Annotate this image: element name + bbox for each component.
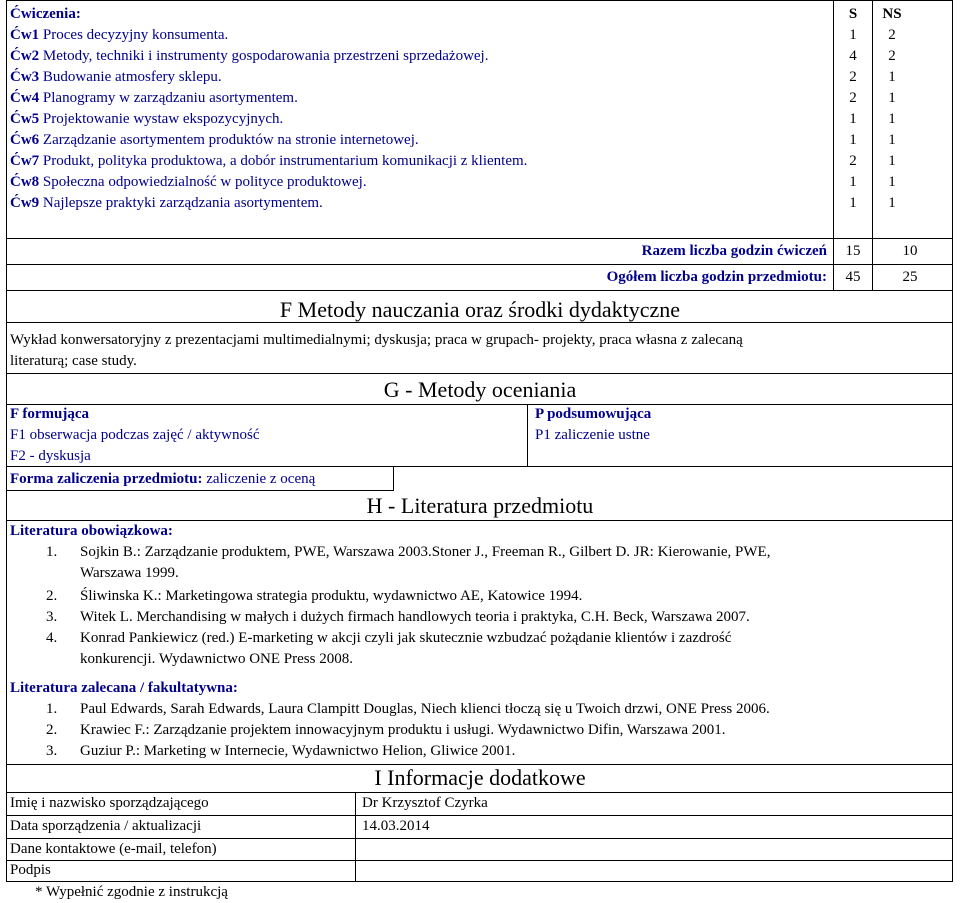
total-exercise-s: 15 [845,243,861,259]
exercise-item [10,172,367,193]
literature-author: Krawiec F. [80,722,146,738]
total-exercise-label: Razem liczba godzin ćwiczeń [641,243,827,259]
total-overall-ns: 25 [902,269,918,285]
literature-title: : Zarządzanie produktem, PWE, Warszawa 2003.Stoner J., Freeman R., Gilbert D. JR: Kierowanie, PWE, [136,544,771,560]
literature-title: E-marketing w akcji czyli jak skutecznie wzbudzać pożądanie klientów i zazdrość [234,630,732,646]
col-header-ns: NS [882,6,902,22]
exercise-hours-ns: 1 [888,111,896,127]
literature-item [80,586,582,607]
literature-title: : Zarządzanie projektem innowacyjnym produktu i usługi. Wydawnictwo Difin, Warszawa 2001. [145,722,726,738]
section-i-header: I Informacje dodatkowe [374,765,586,790]
literature-number: 1. [46,701,58,717]
exercise-text: Proces decyzyjny konsumenta. [39,27,229,43]
literature-author: Witek L. [80,609,133,625]
section-f-line1: Wykład konwersatoryjny z prezentacjami multimedialnymi; dyskusja; praca w grupach- projekty, praca własna z zalecaną [10,332,743,348]
divider-section-h [6,490,394,491]
literature-number: 1. [46,544,58,560]
g-p1: P1 zaliczenie ustne [535,427,650,443]
divider-totals [6,264,953,265]
total-overall-label: Ogółem liczba godzin przedmiotu: [606,269,827,285]
exercise-hours-s: 1 [849,132,857,148]
exercise-hours-s: 1 [849,195,857,211]
recommended-literature-title: Literatura zalecana / fakultatywna: [10,680,238,696]
info-value: 14.03.2014 [362,818,430,834]
g-f1: F1 obserwacja podczas zajęć / aktywność [10,427,260,443]
divider-exercises [6,238,953,239]
exercise-text: Metody, techniki i instrumenty gospodarowania przestrzeni sprzedażowej. [39,48,489,64]
literature-item [80,607,750,628]
exercise-item [10,88,298,109]
literature-title: Merchandising w małych i dużych firmach handlowych teoria i praktyka, C.H. Beck, Warszawa 2007. [132,609,750,625]
total-exercise-ns: 10 [902,243,918,259]
exercise-code: Ćw5 [10,111,40,127]
literature-item [80,741,515,762]
border-top [6,0,953,1]
divider-fp [527,404,528,466]
g-form-label: Forma zaliczenia przedmiotu: [10,471,203,487]
divider-section-g [6,373,953,374]
exercise-text: Najlepsze praktyki zarządzania asortymentem. [39,195,323,211]
border-left [6,0,7,820]
literature-number: 2. [46,722,58,738]
total-overall-s: 45 [845,269,861,285]
section-f-header: F Metody nauczania oraz środki dydaktyczne [279,297,681,322]
exercise-hours-s: 1 [849,111,857,127]
exercise-code: Ćw1 [10,27,40,43]
g-form-value: zaliczenie z oceną [202,471,316,487]
exercise-text: Produkt, polityka produktowa, a dobór instrumentarium komunikacji z klientem. [39,153,528,169]
exercise-hours-ns: 1 [888,69,896,85]
exercise-hours-s: 2 [849,69,857,85]
exercise-hours-ns: 1 [888,174,896,190]
literature-author: Konrad Pankiewicz (red.) [80,630,235,646]
exercise-item [10,151,527,172]
literature-author: Guziur P. [80,743,136,759]
exercise-code: Ćw8 [10,174,40,190]
literature-title: : Marketingowa strategia produktu, wydawnictwo AE, Katowice 1994. [157,588,583,604]
literature-title: : Marketing w Internecie, Wydawnictwo Helion, Gliwice 2001. [135,743,516,759]
exercise-hours-s: 2 [849,90,857,106]
info-label: Data sporządzenia / aktualizacji [10,818,202,834]
literature-author: Paul Edwards, Sarah Edwards, Laura Clampitt Douglas [80,701,414,717]
exercise-code: Ćw6 [10,132,40,148]
literature-number: 3. [46,743,58,759]
info-row-3 [6,860,953,861]
exercise-hours-ns: 1 [888,153,896,169]
exercise-item [10,67,222,88]
exercise-item [10,46,488,67]
section-h-header: H - Literatura przedmiotu [366,493,594,518]
literature-author: Sojkin B. [80,544,137,560]
exercise-code: Ćw7 [10,153,40,169]
literature-item [80,628,731,649]
exercise-item [10,109,283,130]
literature-title: , Niech klienci tłoczą się u Twoich drzwi, ONE Press 2006. [413,701,770,717]
info-left-border [6,792,7,882]
section-g-header: G - Metody oceniania [383,377,577,402]
info-value: Dr Krzysztof Czyrka [362,795,488,811]
footnote: * Wypełnić zgodnie z instrukcją [35,884,228,900]
literature-item [80,720,726,741]
divider-g-header [6,404,953,405]
info-label: Dane kontaktowe (e-mail, telefon) [10,841,217,857]
exercise-hours-ns: 2 [888,48,896,64]
exercise-item [10,25,228,46]
exercise-text: Społeczna odpowiedzialność w polityce produktowej. [39,174,367,190]
exercise-hours-ns: 2 [888,27,896,43]
exercise-code: Ćw2 [10,48,40,64]
divider-section-f [6,290,953,291]
literature-continuation: konkurencji. Wydawnictwo ONE Press 2008. [80,651,353,667]
info-col-divider [355,792,356,882]
g-formative-title: F formująca [10,406,89,422]
exercise-code: Ćw3 [10,69,40,85]
col-header-s: S [848,6,858,22]
section-f-line2: literaturą; case study. [10,353,137,369]
exercise-hours-s: 2 [849,153,857,169]
exercise-hours-ns: 1 [888,132,896,148]
g-summative-title: P podsumowująca [535,406,652,422]
exercise-hours-ns: 1 [888,195,896,211]
divider-forma-right [393,466,394,490]
g-form [10,469,315,490]
literature-number: 4. [46,630,58,646]
info-label: Imię i nazwisko sporządzającego [10,795,209,811]
exercises-title: Ćwiczenia: [10,6,81,22]
exercise-item [10,130,419,151]
exercise-item [10,193,323,214]
exercise-hours-s: 1 [849,27,857,43]
exercise-text: Planogramy w zarządzaniu asortymentem. [39,90,298,106]
literature-item [80,699,770,720]
literature-author: Śliwinska K. [80,588,158,604]
info-label: Podpis [10,862,51,878]
literature-item [80,542,770,563]
exercise-text: Projektowanie wystaw ekspozycyjnych. [39,111,284,127]
literature-number: 2. [46,588,58,604]
exercise-hours-s: 1 [849,174,857,190]
exercise-code: Ćw9 [10,195,40,211]
divider-forma [6,466,953,467]
exercise-hours-ns: 1 [888,90,896,106]
info-right-border [952,792,953,882]
border-right [952,0,953,820]
required-literature-title: Literatura obowiązkowa: [10,523,173,539]
exercise-text: Zarządzanie asortymentem produktów na stronie internetowej. [39,132,419,148]
exercise-hours-s: 4 [849,48,857,64]
exercise-code: Ćw4 [10,90,40,106]
exercise-text: Budowanie atmosfery sklepu. [39,69,222,85]
literature-number: 3. [46,609,58,625]
literature-continuation: Warszawa 1999. [80,565,179,581]
g-f2: F2 - dyskusja [10,448,91,464]
